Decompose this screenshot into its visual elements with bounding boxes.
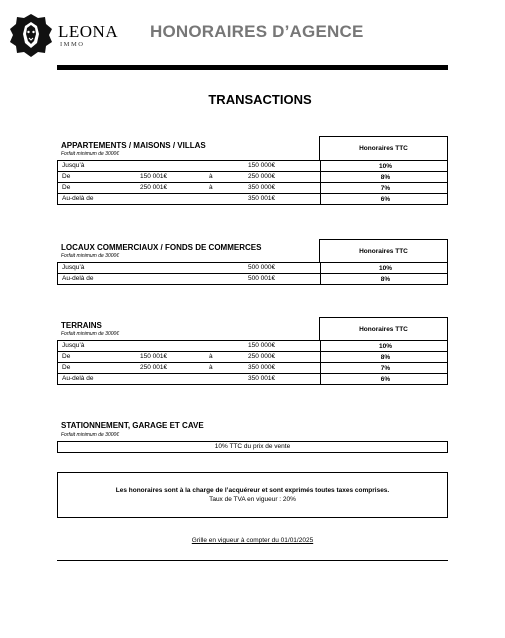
fee-column-header: Honoraires TTC: [319, 136, 448, 161]
table-row: [57, 352, 448, 363]
block-note: Forfait minimum de 3000€: [61, 151, 120, 157]
range-from: 150 001€: [140, 353, 168, 360]
brand-name: LEONA: [58, 22, 119, 41]
range-to: 150 000€: [248, 162, 276, 169]
notice-line: Les honoraires sont à la charge de l’acquéreur et sont exprimés toutes taxes comprises.: [115, 487, 390, 494]
section-title: TRANSACTIONS: [208, 92, 312, 107]
table-row: [57, 194, 448, 205]
range-from: 150 001€: [140, 173, 168, 180]
fee-percentage: 10%: [320, 341, 450, 351]
block-note: Forfait minimum de 3000€: [61, 253, 120, 259]
range-to: 150 000€: [248, 342, 276, 349]
fee-percentage: 10%: [320, 263, 450, 273]
row-label: De: [62, 173, 71, 180]
table-row: [57, 374, 448, 385]
range-to: 350 001€: [248, 375, 276, 382]
row-label: Jusqu’à: [62, 264, 85, 271]
block-title: APPARTEMENTS / MAISONS / VILLAS: [61, 141, 206, 150]
block-title: LOCAUX COMMERCIAUX / FONDS DE COMMERCES: [61, 243, 262, 252]
fee-table: [57, 340, 448, 385]
table-row: [57, 363, 448, 374]
fee-table: [57, 160, 448, 205]
header-divider: [57, 65, 448, 70]
block-title: TERRAINS: [61, 321, 102, 330]
row-label: Jusqu’à: [62, 162, 85, 169]
fee-percentage: 8%: [320, 274, 450, 284]
row-label: Au-delà de: [62, 275, 94, 282]
table-row: [57, 263, 448, 274]
range-separator: à: [209, 184, 213, 191]
range-to: 250 000€: [248, 173, 276, 180]
block-title: STATIONNEMENT, GARAGE ET CAVE: [61, 421, 204, 430]
footer-divider: [57, 560, 448, 561]
page-title: HONORAIRES D’AGENCE: [150, 22, 364, 41]
fee-column-header: Honoraires TTC: [319, 239, 448, 263]
fee-percentage: 8%: [320, 172, 450, 182]
table-row: [57, 172, 448, 183]
stationnement-fee: 10% TTC du prix de vente: [57, 441, 448, 453]
range-from: 250 001€: [140, 184, 168, 191]
fee-percentage: 6%: [320, 374, 450, 384]
fee-percentage: 7%: [320, 363, 450, 373]
row-label: De: [62, 364, 71, 371]
row-label: De: [62, 184, 71, 191]
range-separator: à: [209, 173, 213, 180]
block-note: Forfait minimum de 3000€: [61, 432, 120, 438]
fee-percentage: 7%: [320, 183, 450, 193]
vat-line: Taux de TVA en vigueur : 20%: [209, 496, 296, 503]
table-row: [57, 274, 448, 285]
range-to: 350 000€: [248, 364, 276, 371]
fee-table: [57, 262, 448, 285]
notice-box: [57, 472, 448, 518]
fee-percentage: 10%: [320, 161, 450, 171]
table-row: [57, 183, 448, 194]
range-separator: à: [209, 353, 213, 360]
block-note: Forfait minimum de 3000€: [61, 331, 120, 337]
range-to: 500 000€: [248, 264, 276, 271]
fee-percentage: 6%: [320, 194, 450, 204]
range-separator: à: [209, 364, 213, 371]
fee-percentage: 8%: [320, 352, 450, 362]
row-label: Jusqu’à: [62, 342, 85, 349]
row-label: Au-delà de: [62, 195, 94, 202]
brand-subtitle: IMMO: [60, 41, 85, 48]
table-row: [57, 161, 448, 172]
range-to: 350 000€: [248, 184, 276, 191]
row-label: Au-delà de: [62, 375, 94, 382]
row-label: De: [62, 353, 71, 360]
validity-date: Grille en vigueur à compter du 01/01/2025: [191, 537, 314, 544]
range-to: 500 001€: [248, 275, 276, 282]
fee-column-header: Honoraires TTC: [319, 317, 448, 341]
range-from: 250 001€: [140, 364, 168, 371]
range-to: 350 001€: [248, 195, 276, 202]
range-to: 250 000€: [248, 353, 276, 360]
table-row: [57, 341, 448, 352]
lion-head-icon: [8, 12, 54, 58]
